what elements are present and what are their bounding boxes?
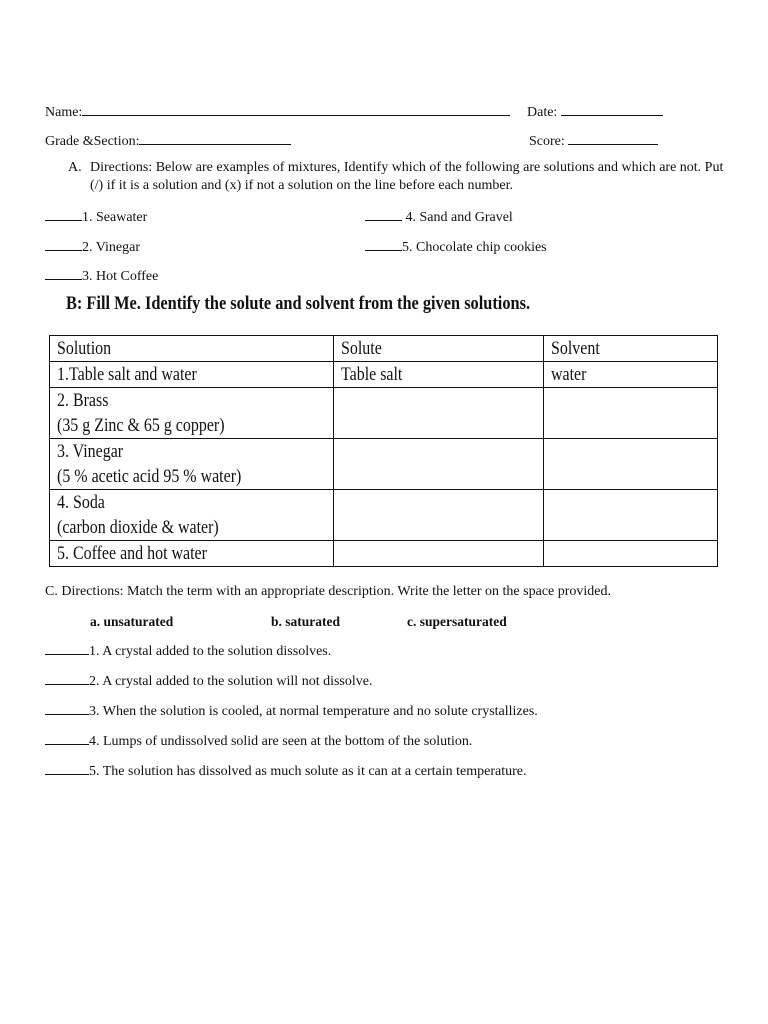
answer-blank[interactable]	[45, 763, 89, 775]
answer-blank[interactable]	[365, 239, 402, 251]
section-c-item-5[interactable]	[45, 763, 527, 780]
item-label: 4. Sand and Gravel	[402, 210, 513, 225]
name-field[interactable]	[45, 103, 510, 121]
answer-blank[interactable]	[45, 673, 89, 685]
answer-blank[interactable]	[45, 733, 89, 745]
item-label: 4. Lumps of undissolved solid are seen at the bottom of the solution.	[89, 734, 473, 749]
section-a-directions-text: Directions: Below are examples of mixtures, Identify which of the following are solutions and which are not. Put (/) if it is a solution and (x) if not a solution on the line before each number.	[90, 160, 724, 193]
section-a-directions	[68, 159, 728, 195]
solvent-cell[interactable]	[544, 439, 718, 490]
item-label: 2. Vinegar	[82, 240, 140, 255]
score-field[interactable]	[529, 132, 658, 150]
solution-cell: 4. Soda (carbon dioxide & water)	[50, 490, 334, 541]
grade-section-blank-line[interactable]	[139, 132, 291, 145]
section-c-directions: C. Directions: Match the term with an appropriate description. Write the letter on the space provided.	[45, 584, 612, 599]
choice-unsaturated: a. unsaturated	[90, 614, 174, 629]
solvent-cell[interactable]	[544, 388, 718, 439]
solution-cell: 2. Brass (35 g Zinc & 65 g copper)	[50, 388, 334, 439]
table-row	[50, 388, 718, 439]
solvent-cell[interactable]	[544, 541, 718, 567]
date-label: Date:	[527, 105, 558, 120]
date-field[interactable]	[527, 103, 663, 121]
date-blank-line[interactable]	[561, 103, 663, 116]
section-a-item-4[interactable]	[365, 209, 513, 226]
item-label: 3. Hot Coffee	[82, 269, 159, 284]
table-row	[50, 439, 718, 490]
item-label: 5. Chocolate chip cookies	[402, 240, 547, 255]
choice-supersaturated: c. supersaturated	[407, 614, 507, 629]
solution-cell: 1.Table salt and water	[50, 362, 334, 388]
solution-cell: 5. Coffee and hot water	[50, 541, 334, 567]
item-label: 5. The solution has dissolved as much solute as it can at a certain temperature.	[89, 764, 527, 779]
solvent-cell[interactable]: water	[544, 362, 718, 388]
answer-blank[interactable]	[45, 239, 82, 251]
answer-blank[interactable]	[45, 268, 82, 280]
item-label: 1. Seawater	[82, 210, 148, 225]
solute-cell[interactable]	[333, 541, 544, 567]
section-a-item-3[interactable]	[45, 268, 158, 285]
solute-cell[interactable]	[333, 490, 544, 541]
section-c-item-3[interactable]	[45, 703, 538, 720]
answer-blank[interactable]	[45, 209, 82, 221]
solution-cell: 3. Vinegar (5 % acetic acid 95 % water)	[50, 439, 334, 490]
solute-cell[interactable]	[333, 388, 544, 439]
item-label: 3. When the solution is cooled, at normal temperature and no solute crystallizes.	[89, 704, 538, 719]
header-solute: Solute	[333, 336, 544, 362]
table-row	[50, 362, 718, 388]
section-a-item-2[interactable]	[45, 239, 140, 256]
section-c-item-2[interactable]	[45, 673, 372, 690]
section-a-letter: A.	[68, 160, 82, 175]
grade-section-label: Grade &Section:	[45, 134, 140, 149]
section-a-item-1[interactable]	[45, 209, 147, 226]
section-b-title: B: Fill Me. Identify the solute and solvent from the given solutions.	[66, 293, 531, 314]
answer-blank[interactable]	[45, 643, 89, 655]
section-c-item-1[interactable]	[45, 643, 331, 660]
grade-section-field[interactable]	[45, 132, 291, 150]
solute-cell[interactable]: Table salt	[333, 362, 544, 388]
table-row	[50, 541, 718, 567]
section-a-item-5[interactable]	[365, 239, 547, 256]
item-label: 2. A crystal added to the solution will not dissolve.	[89, 674, 373, 689]
score-blank-line[interactable]	[568, 132, 658, 145]
table-header-row	[50, 336, 718, 362]
answer-blank[interactable]	[45, 703, 89, 715]
item-label: 1. A crystal added to the solution dissolves.	[89, 644, 332, 659]
answer-blank[interactable]	[365, 209, 402, 221]
score-label: Score:	[529, 134, 565, 149]
table-row	[50, 490, 718, 541]
header-solution: Solution	[50, 336, 334, 362]
solute-solvent-table	[49, 335, 718, 567]
header-solvent: Solvent	[544, 336, 718, 362]
section-c-item-4[interactable]	[45, 733, 472, 750]
name-label: Name:	[45, 105, 83, 120]
solvent-cell[interactable]	[544, 490, 718, 541]
name-blank-line[interactable]	[82, 103, 510, 116]
choice-saturated: b. saturated	[271, 614, 341, 629]
solute-cell[interactable]	[333, 439, 544, 490]
